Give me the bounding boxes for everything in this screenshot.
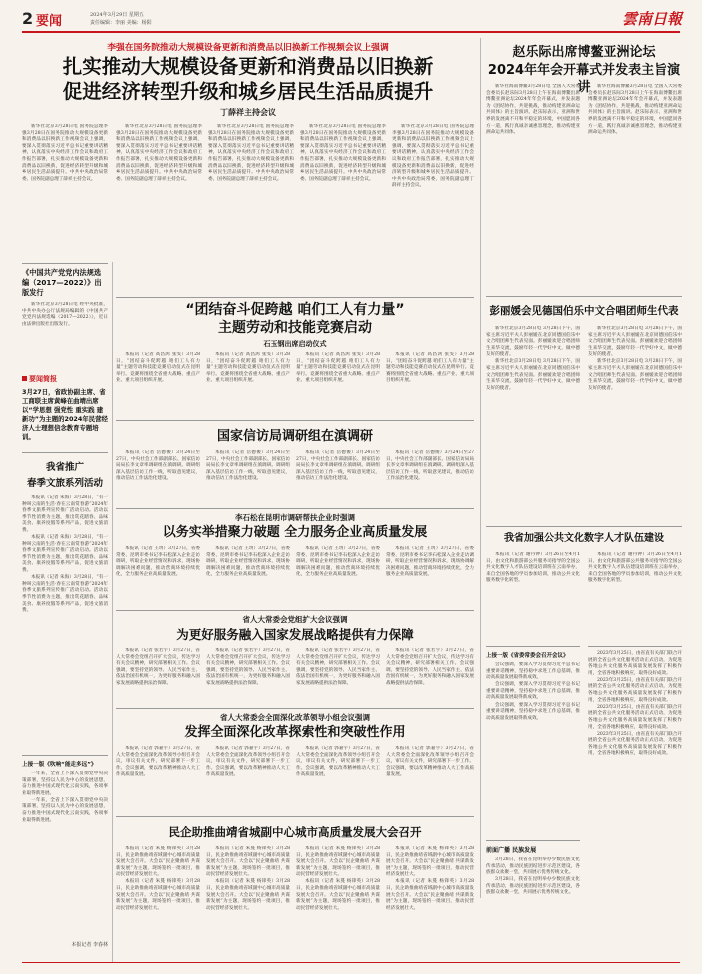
bazaar-top-rule [116,508,474,509]
reform-col-3 [296,746,380,812]
zhao-paragraph: 新华社北京3月28日电 3月28日下午，国家主席习近平夫人彭丽媛在北京同德国伯乐中文合唱团师生代表见面。彭丽媛欢迎合唱团师生来华交流，鼓励年轻一代学好中文，做中德友好的使者。 [486,326,580,358]
bazaar-col-2 [206,546,290,606]
credit-col-3 [296,450,380,504]
editor-line: 责任编辑：李丽 美编：杨阳 [90,20,152,26]
zhao-title: 彭丽媛会见德国伯乐中文合唱团师生代表 [489,305,679,317]
bazaar-paragraph: 本报讯（记者 王玥）3月27日，省委常委、昆明市委书记李石松深入企业走访调研，听取企业经营情况和诉求，现场协调解决困难问题，推动营商环境持续优化，全力服务企业高质量发展。 [116,546,200,578]
credit-paragraph-cont: 本报讯（记者 岳德俊）3月24日至27日，中央社会工作部副部长、国家信访局局长李文章率调研组在滇调研。调研组深入基层信访工作一线，听取意见建议，推动信访工作法治化建设。 [386,450,474,482]
lead-col-2 [116,124,202,292]
talent-paragraph: 本报讯（记者 谢丹钟）3月26日至4月1日，由文化和旅游部公共服务司指导的全国公共文化数字人才队伍建设培训班在云南举办，来自全国各地的学员参加培训，推动公共文化服务数字化转型。 [486,552,580,584]
bottom-right-paragraph-cont: 2023年3月25日，由省直有关部门联合开展的全省公共文化服务活动正式启动，为促进各地公共文化服务高质量发展发挥了积极作用，全省各地积极响应，取得良好成效。 [588,731,682,757]
lead-paragraph-cont: 新华社北京3月28日电 国务院总理李强3月28日在国务院推动大规模设备更新和消费品以旧换新工作视频会议上强调，要深入贯彻落实习近平总书记重要讲话精神，认真落实中央经济工作会议和政府工作报告部署，扎实推动大规模设备更新和消费品以旧换新，促进经济转型升级和城乡居民生活品质提升。中共中央政治局常委、国务院副总理丁薛祥主持会议。 [208,124,294,182]
left-col-divider [112,262,113,962]
bazaar-paragraph-cont: 本报讯（记者 王玥）3月27日，省委常委、昆明市委书记李石松深入企业走访调研，听取企业经营情况和诉求，现场协调解决困难问题，推动营商环境持续优化，全力服务企业高质量发展。 [206,546,290,578]
cppcc-title: 为更好服务融入国家发展战略提供有力保障 [176,627,414,642]
zhao-paragraph-cont: 新华社北京3月28日电 3月28日下午，国家主席习近平夫人彭丽媛在北京同德国伯乐中文合唱团师生代表见面。彭丽媛欢迎合唱团师生来华交流，鼓励年轻一代学好中文，做中德友好的使者。 [588,326,682,358]
employment-title-2: 主题劳动和技能竞赛启动 [218,320,372,336]
credit-title: 国家信访局调研组在滇调研 [216,429,373,444]
footer-rule [22,962,680,963]
cppcc-col-1 [116,648,200,704]
credit-col-1 [116,450,200,504]
column-divider [480,38,481,898]
side-brief-title: 上接一版《吹响“能走多远”》 [22,762,97,768]
fuji-title: 前面广播 民族发展 [486,847,537,854]
right-top-title-line2: 2024年年会开幕式并发表主旨演讲 [487,63,681,95]
zhao-col-1 [486,326,580,522]
employment-subline: 石玉钢出席启动仪式 [263,340,327,348]
news-brief [22,374,108,450]
talent-paragraph-cont: 本报讯（记者 谢丹钟）3月26日至4月1日，由文化和旅游部公共服务司指导的全国公共文化数字人才队伍建设培训班在云南举办，来自全国各地的学员参加培训，推动公共文化服务数字化转型。 [588,552,682,584]
zhao-paragraph-cont: 新华社北京3月28日电 3月28日下午，国家主席习近平夫人彭丽媛在北京同德国伯乐中文合唱团师生代表见面。彭丽媛欢迎合唱团师生来华交流，鼓励年轻一代学好中文，做中德友好的使者。 [486,359,580,391]
provincial-brief-paragraph-cont: 会议强调，要深入学习贯彻习近平总书记重要讲话精神，坚持稳中求进工作总基调，推动高质量发展取得新成效。 [486,682,580,701]
paper-name: 雲南日報 [621,10,682,28]
reform-col-4 [386,746,474,812]
bazaar-paragraph-cont: 本报讯（记者 王玥）3月27日，省委常委、昆明市委书记李石松深入企业走访调研，听取企业经营情况和诉求，现场协调解决困难问题，推动营商环境持续优化，全力服务企业高质量发展。 [386,546,474,578]
right-top-title-line1: 赵乐际出席博鳌亚洲论坛 [512,45,656,60]
date-line: 2024年3月29日 星期五 [90,12,144,18]
cppcc-col-2 [206,648,290,704]
reform-paragraph: 本报讯（记者 郭嘉宇）3月27日，省人大常委会全面深化改革领导小组召开会议，审议有关文件，研究部署下一步工作。会议强调，要以改革精神推动人大工作高质量发展。 [116,746,200,778]
lead-col-1 [22,124,108,260]
lead-paragraph-cont: 新华社北京3月28日电 国务院总理李强3月28日在国务院推动大规模设备更新和消费品以旧换新工作视频会议上强调，要深入贯彻落实习近平总书记重要讲话精神，认真落实中央经济工作会议和政府工作报告部署，扎实推动大规模设备更新和消费品以旧换新，促进经济转型升级和城乡居民生活品质提升。中共中央政治局常委、国务院副总理丁薛祥主持会议。 [116,124,202,182]
lead-paragraph: 新华社北京3月28日电 国务院总理李强3月28日在国务院推动大规模设备更新和消费品以旧换新工作视频会议上强调，要深入贯彻落实习近平总书记重要讲话精神，认真落实中央经济工作会议和政府工作报告部署，扎实推动大规模设备更新和消费品以旧换新，促进经济转型升级和城乡居民生活品质提升。中共中央政治局常委、国务院副总理丁薛祥主持会议。 [22,124,108,182]
private-paragraph-cont: 本报讯（记者 朱蔓 杨锋英）3月28日，民企助推曲靖省域副中心城市高质量发展大会召开。大会以“民企聚曲靖 共谋新发展”为主题，现场签约一批项目，推动民营经济发展壮大。 [206,879,290,911]
side-brief-byline: 本报记者 李春林 [71,942,108,948]
cppcc-top-rule [116,610,474,611]
regulation-title: 《中国共产党党内法规选编（2017—2022）》出版发行 [22,268,102,297]
reform-kicker: 省人大常委会全面深化改革领导小组会议强调 [220,713,370,722]
private-paragraph-cont: 本报讯（记者 朱蔓 杨锋英）3月28日，民企助推曲靖省域副中心城市高质量发展大会召开。大会以“民企聚曲靖 共谋新发展”为主题，现场签约一批项目，推动民营经济发展壮大。 [206,846,290,878]
private-col-3 [296,846,380,956]
bazaar-col-1 [116,546,200,606]
reform-title: 发挥全面深化改革探索性和突破性作用 [184,725,406,740]
cppcc-col-3 [296,648,380,704]
side-brief [22,755,108,955]
bazaar-kicker: 李石松在昆明市调研帮扶企业时强调 [235,513,355,522]
cppcc-kicker: 省人大常委会党组扩大会议强调 [242,615,348,624]
spring-paragraph: 本报讯（记者 朱海）3月28日，“有一种叫云南的生活·春在云南赏春游”2024年春季文旅系列宣传推广活动启动。活动以季节性消费为主题，推出赏花踏春、品味美食、康养度假等系列产品，促进文旅消费。 [22,495,108,533]
lead-col-4 [300,124,386,292]
private-col-4 [386,846,474,956]
credit-paragraph-cont: 本报讯（记者 岳德俊）3月24日至27日，中央社会工作部副部长、国家信访局局长李文章率调研组在滇调研。调研组深入基层信访工作一线，听取意见建议，推动信访工作法治化建设。 [206,450,290,482]
cppcc-col-4 [386,648,474,704]
employment-top-rule [116,297,474,298]
bottom-right-paragraph: 2023年3月25日，由省直有关部门联合开展的全省公共文化服务活动正式启动，为促进各地公共文化服务高质量发展发挥了积极作用，全省各地积极响应，取得良好成效。 [588,651,682,676]
right-top-col-1 [486,84,580,292]
bottom-right-text [588,646,682,956]
zhao-top-rule [486,296,682,297]
cppcc-paragraph-cont: 本报讯（记者 张若宇）3月27日，省人大常委会党组召开扩大会议，传达学习有关会议精神，研究部署相关工作。会议强调，要坚持党的领导、人民当家作主、依法治国有机统一，为更好服务和融入国家发展战略提供法治保障。 [206,648,290,686]
bazaar-title: 以务实举措聚力破题 全力服务企业高质量发展 [162,525,428,540]
employment-title-1: “团结奋斗促跨越 咱们工人有力量” [185,302,405,318]
private-col-1 [116,846,200,956]
spring-text [22,495,108,757]
masthead [22,8,682,30]
private-paragraph-cont: 本报讯（记者 朱蔓 杨锋英）3月28日，民企助推曲靖省域副中心城市高质量发展大会召开。大会以“民企聚曲靖 共谋新发展”为主题，现场签约一批项目，推动民营经济发展壮大。 [296,879,380,911]
bazaar-paragraph-cont: 本报讯（记者 王玥）3月27日，省委常委、昆明市委书记李石松深入企业走访调研，听取企业经营情况和诉求，现场协调解决困难问题，推动营商环境持续优化，全力服务企业高质量发展。 [296,546,380,578]
private-econ-title: 民企助推曲靖省城副中心城市高质量发展大会召开 [168,825,422,839]
credit-top-rule [116,420,474,421]
credit-col-4 [386,450,474,504]
employment-paragraph-cont: 本报讯（记者 高昌鸿 张雯）3月28日，“团结奋斗促跨越 咱们工人有力量”主题劳动和技能竞赛启动仪式在昆明举行。竞赛将围绕全省重大战略、重点产业、重大项目组织开展。 [206,352,290,384]
regulation-text [22,302,108,366]
lead-title-line2: 促进经济转型升级和城乡居民生活品质提升 [62,80,434,103]
credit-paragraph: 本报讯（记者 岳德俊）3月24日至27日，中央社会工作部副部长、国家信访局局长李文章率调研组在滇调研。调研组深入基层信访工作一线，听取意见建议，推动信访工作法治化建设。 [116,450,200,482]
provincial-brief-text [486,662,580,832]
talent-top-rule [486,526,682,527]
private-paragraph-cont: 本报讯（记者 朱蔓 杨锋英）3月28日，民企助推曲靖省域副中心城市高质量发展大会召开。大会以“民企聚曲靖 共谋新发展”为主题，现场签约一批项目，推动民营经济发展壮大。 [386,879,474,911]
spring-paragraph-cont: 本报讯（记者 朱海）3月28日，“有一种叫云南的生活·春在云南赏春游”2024年春季文旅系列宣传推广活动启动。活动以季节性消费为主题，推出赏花踏春、品味美食、康养度假等系列产品，促进文旅消费。 [22,535,108,574]
fuji-text [486,857,580,957]
employment-paragraph: 本报讯（记者 高昌鸿 张雯）3月28日，“团结奋斗促跨越 咱们工人有力量”主题劳动和技能竞赛启动仪式在昆明举行。竞赛将围绕全省重大战略、重点产业、重大项目组织开展。 [116,352,200,384]
provincial-brief-title: 上接一版《省委常委会召开会议》 [486,653,569,659]
lead-title-line1: 扎实推动大规模设备更新和消费品以旧换新 [62,55,434,78]
cppcc-paragraph-cont: 本报讯（记者 张若宇）3月27日，省人大常委会党组召开扩大会议，传达学习有关会议精神，研究部署相关工作。会议强调，要坚持党的领导、人民当家作主、依法治国有机统一，为更好服务和融入国家发展战略提供法治保障。 [386,648,474,686]
employment-col-2 [206,352,290,416]
page-number: 2 [22,9,34,28]
fuji-paragraph: 3月28日，我省在昆明举办少数民族文化传承活动，推动民族团结进步示范区建设，各族群众欢聚一堂，共同展示优秀传统文化。 [486,857,580,876]
zhao-paragraph-cont: 新华社北京3月28日电 3月28日下午，国家主席习近平夫人彭丽媛在北京同德国伯乐中文合唱团师生代表见面。彭丽媛欢迎合唱团师生来华交流，鼓励年轻一代学好中文，做中德友好的使者。 [588,359,682,391]
reform-paragraph-cont: 本报讯（记者 郭嘉宇）3月27日，省人大常委会全面深化改革领导小组召开会议，审议有关文件，研究部署下一步工作。会议强调，要以改革精神推动人大工作高质量发展。 [296,746,380,778]
spring-title-2: 春季文旅系列活动 [26,478,103,489]
bottom-right-paragraph-cont: 2023年3月25日，由省直有关部门联合开展的全省公共文化服务活动正式启动，为促进各地公共文化服务高质量发展发挥了积极作用，全省各地积极响应，取得良好成效。 [588,704,682,730]
news-brief-label [22,374,108,384]
private-paragraph-cont: 本报讯（记者 朱蔓 杨锋英）3月28日，民企助推曲靖省域副中心城市高质量发展大会召开。大会以“民企聚曲靖 共谋新发展”为主题，现场签约一批项目，推动民营经济发展壮大。 [116,879,200,911]
side-brief-text [22,771,108,941]
private-top-rule [116,816,474,817]
private-paragraph-cont: 本报讯（记者 朱蔓 杨锋英）3月28日，民企助推曲靖省域副中心城市高质量发展大会召开。大会以“民企聚曲靖 共谋新发展”为主题，现场签约一批项目，推动民营经济发展壮大。 [386,846,474,878]
reform-paragraph-cont: 本报讯（记者 郭嘉宇）3月27日，省人大常委会全面深化改革领导小组召开会议，审议有关文件，研究部署下一步工作。会议强调，要以改革精神推动人大工作高质量发展。 [386,746,474,778]
regulation-box [22,263,108,373]
provincial-brief-paragraph-cont: 会议强调，要深入学习贯彻习近平总书记重要讲话精神，坚持稳中求进工作总基调，推动高质量发展取得新成效。 [486,702,580,721]
right-top-paragraph: 新华社海南博鳌3月28日电 全国人大常委会委员长赵乐际3月28日上午在海南博鳌出席博鳌亚洲论坛2024年年会开幕式，并发表题为《团结协作，共迎挑战，推动构建亚洲命运共同体》的主旨演讲。赵乐际表示，亚洲和世界的发展离不开和平稳定的环境，中国愿同各方一道，践行真诚亲诚惠容理念，推动构建亚洲命运共同体。 [486,84,580,136]
reform-paragraph-cont: 本报讯（记者 郭嘉宇）3月27日，省人大常委会全面深化改革领导小组召开会议，审议有关文件，研究部署下一步工作。会议强调，要以改革精神推动人大工作高质量发展。 [206,746,290,778]
fuji-paragraph-cont: 3月28日，我省在昆明举办少数民族文化传承活动，推动民族团结进步示范区建设，各族群众欢聚一堂，共同展示优秀传统文化。 [486,877,580,896]
fuji-box [486,840,580,958]
lead-paragraph-cont: 新华社北京3月28日电 国务院总理李强3月28日在国务院推动大规模设备更新和消费品以旧换新工作视频会议上强调，要深入贯彻落实习近平总书记重要讲话精神，认真落实中央经济工作会议和政府工作报告部署，扎实推动大规模设备更新和消费品以旧换新，促进经济转型升级和城乡居民生活品质提升。中共中央政治局常委、国务院副总理丁薛祥主持会议。 [392,124,474,189]
credit-paragraph-cont: 本报讯（记者 岳德俊）3月24日至27日，中央社会工作部副部长、国家信访局局长李文章率调研组在滇调研。调研组深入基层信访工作一线，听取意见建议，推动信访工作法治化建设。 [296,450,380,482]
spring-paragraph-cont: 本报讯（记者 朱海）3月28日，“有一种叫云南的生活·春在云南赏春游”2024年春季文旅系列宣传推广活动启动。活动以季节性消费为主题，推出赏花踏春、品味美食、康养度假等系列产品，促进文旅消费。 [22,575,108,614]
employment-col-3 [296,352,380,416]
cppcc-paragraph-cont: 本报讯（记者 张若宇）3月27日，省人大常委会党组召开扩大会议，传达学习有关会议精神，研究部署相关工作。会议强调，要坚持党的领导、人民当家作主、依法治国有机统一，为更好服务和融入国家发展战略提供法治保障。 [296,648,380,686]
spring-title-1: 我省推广 [45,462,84,473]
right-top-paragraph-cont: 新华社海南博鳌3月28日电 全国人大常委会委员长赵乐际3月28日上午在海南博鳌出席博鳌亚洲论坛2024年年会开幕式，并发表题为《团结协作，共迎挑战，推动构建亚洲命运共同体》的主旨演讲。赵乐际表示，亚洲和世界的发展离不开和平稳定的环境，中国愿同各方一道，践行真诚亲诚惠容理念，推动构建亚洲命运共同体。 [588,84,682,136]
section-label: 要闻 [36,14,63,29]
employment-paragraph-cont: 本报讯（记者 高昌鸿 张雯）3月28日，“团结奋斗促跨越 咱们工人有力量”主题劳动和技能竞赛启动仪式在昆明举行。竞赛将围绕全省重大战略、重点产业、重大项目组织开展。 [296,352,380,384]
provincial-brief-paragraph: 会议强调，要深入学习贯彻习近平总书记重要讲话精神，坚持稳中求进工作总基调，推动高质量发展取得新成效。 [486,662,580,681]
private-paragraph: 本报讯（记者 朱蔓 杨锋英）3月28日，民企助推曲靖省域副中心城市高质量发展大会召开。大会以“民企聚曲靖 共谋新发展”为主题，现场签约一批项目，推动民营经济发展壮大。 [116,846,200,878]
reform-col-1 [116,746,200,812]
talent-title: 我省加强公共文化数字人才队伍建设 [504,533,664,544]
private-paragraph-cont: 本报讯（记者 朱蔓 杨锋英）3月28日，民企助推曲靖省域副中心城市高质量发展大会召开。大会以“民企聚曲靖 共谋新发展”为主题，现场签约一批项目，推动民营经济发展壮大。 [296,846,380,878]
reform-col-2 [206,746,290,812]
talent-col-1 [486,552,580,644]
side-brief-paragraph-cont: 一年来，全省上下深入贯彻党中央决策部署，坚持以人民为中心的发展思想，奋力推进中国式现代化云南实践，各项事业取得新进展。 [22,797,108,823]
news-brief-label-text: 要闻简报 [29,375,57,383]
masthead-rule [22,31,680,33]
lead-col-3 [208,124,294,292]
bazaar-col-4 [386,546,474,606]
brief-square-icon [22,376,27,381]
lead-col-5 [392,124,474,292]
employment-col-1 [116,352,200,416]
right-top-col-2 [588,84,682,292]
reform-top-rule [116,708,474,709]
cppcc-paragraph: 本报讯（记者 张若宇）3月27日，省人大常委会党组召开扩大会议，传达学习有关会议精神，研究部署相关工作。会议强调，要坚持党的领导、人民当家作主、依法治国有机统一，为更好服务和融入国家发展战略提供法治保障。 [116,648,200,686]
credit-col-2 [206,450,290,504]
provincial-brief [486,646,580,836]
news-brief-item: 3月27日，省政协副主席、省工商联主席黄峰在曲靖出席以“学思想 强党性 重实践 建新功”为主题的2024年民营经济人士理想信念教育专题培训。 [22,388,108,441]
lead-subline: 丁薛祥主持会议 [220,108,276,117]
lead-paragraph-cont: 新华社北京3月28日电 国务院总理李强3月28日在国务院推动大规模设备更新和消费品以旧换新工作视频会议上强调，要深入贯彻落实习近平总书记重要讲话精神，认真落实中央经济工作会议和政府工作报告部署，扎实推动大规模设备更新和消费品以旧换新，促进经济转型升级和城乡居民生活品质提升。中共中央政治局常委、国务院副总理丁薛祥主持会议。 [300,124,386,182]
employment-col-4 [386,352,474,416]
lead-kicker: 李强在国务院推动大规模设备更新和消费品以旧换新工作视频会议上强调 [107,43,389,53]
bazaar-col-3 [296,546,380,606]
regulation-paragraph: 新华社北京3月28日电 经中央批准，中共中央办公厅法规局编辑的《中国共产党党内法规选编（2017—2022）》，近日由法律出版社出版发行。 [22,302,108,327]
private-col-2 [206,846,290,956]
bottom-right-paragraph-cont: 2023年3月25日，由省直有关部门联合开展的全省公共文化服务活动正式启动，为促进各地公共文化服务高质量发展发挥了积极作用，全省各地积极响应，取得良好成效。 [588,677,682,703]
side-brief-paragraph: 一年来，全省上下深入贯彻党中央决策部署，坚持以人民为中心的发展思想，奋力推进中国式现代化云南实践，各项事业取得新进展。 [22,771,108,796]
zhao-col-2 [588,326,682,522]
spring-culture [22,452,108,752]
talent-col-2 [588,552,682,644]
employment-paragraph-cont: 本报讯（记者 高昌鸿 张雯）3月28日，“团结奋斗促跨越 咱们工人有力量”主题劳动和技能竞赛启动仪式在昆明举行。竞赛将围绕全省重大战略、重点产业、重大项目组织开展。 [386,352,474,384]
